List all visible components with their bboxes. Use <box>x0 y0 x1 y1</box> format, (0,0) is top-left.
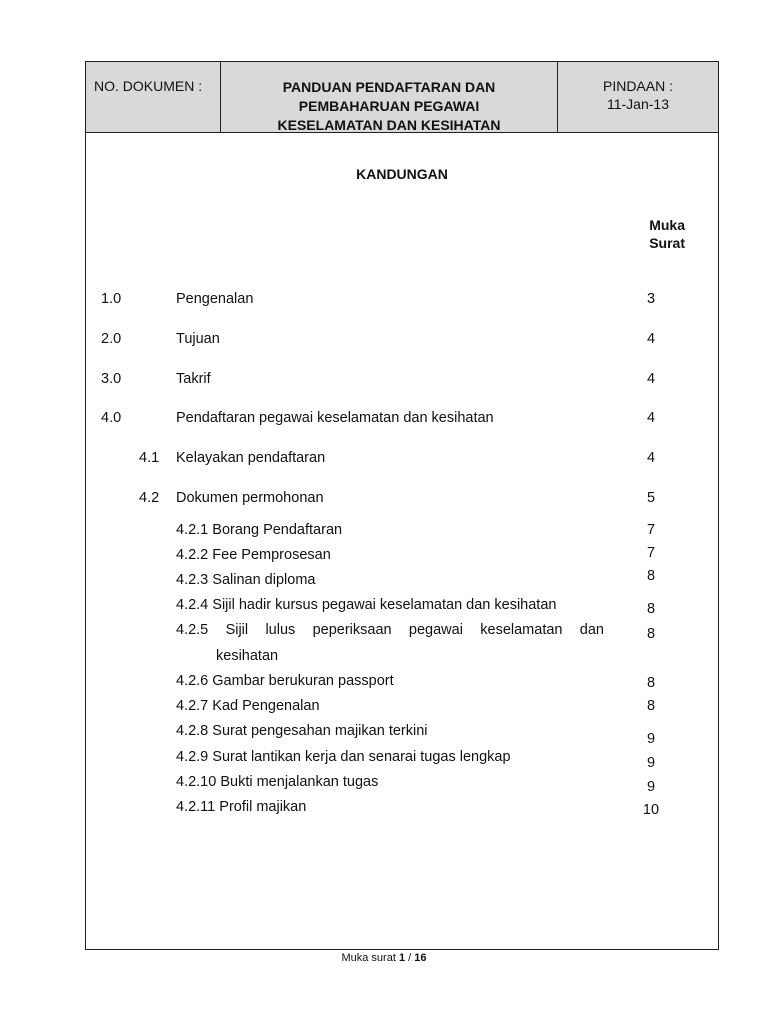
revision-label: PINDAAN : <box>602 78 673 94</box>
doc-no-label: NO. DOKUMEN : <box>94 78 203 94</box>
page-footer <box>0 952 768 964</box>
toc-entry-text: Tujuan <box>176 331 220 347</box>
toc-sub-entry-continuation-text: kesihatan <box>216 648 279 664</box>
doc-title-line: PEMBAHARUAN PEGAWAI <box>298 98 480 114</box>
toc-entry-number: 4.1 <box>139 450 160 466</box>
toc-sub-entry-page: 9 <box>646 755 656 771</box>
toc-entry-number: 3.0 <box>101 371 122 387</box>
doc-title-cell <box>221 62 558 132</box>
page-column-header-line: Muka <box>649 217 685 233</box>
footer-label: Muka surat <box>341 952 396 964</box>
toc-sub-entry-text: 4.2.10 Bukti menjalankan tugas <box>176 774 379 790</box>
toc-sub-entry-page: 10 <box>642 802 660 818</box>
toc-sub-entry-text: 4.2.6 Gambar berukuran passport <box>176 673 394 689</box>
toc-entry-page: 5 <box>646 490 656 506</box>
toc-entry-page: 4 <box>646 410 656 426</box>
toc-sub-entry-text: 4.2.11 Profil majikan <box>176 799 307 815</box>
toc-entry-page: 3 <box>646 291 656 307</box>
toc-sub-entry-text: 4.2.1 Borang Pendaftaran <box>176 522 343 538</box>
doc-no-cell <box>86 62 221 132</box>
doc-title-line: KESELAMATAN DAN KESIHATAN <box>277 117 501 133</box>
toc-entry-number: 4.2 <box>139 490 160 506</box>
toc-sub-entry-page: 7 <box>646 522 656 538</box>
toc-entry-text: Takrif <box>176 371 211 387</box>
toc-entry-number: 2.0 <box>101 331 122 347</box>
toc-sub-entry-text: 4.2.5 Sijil lulus peperiksaan pegawai keselamatan dan <box>176 622 604 638</box>
toc-sub-entry-page: 8 <box>646 698 656 714</box>
doc-title-line: PANDUAN PENDAFTARAN DAN <box>282 79 496 95</box>
revision-date: 11-Jan-13 <box>606 96 669 112</box>
toc-sub-entry-page: 9 <box>646 779 656 795</box>
toc-entry-page: 4 <box>646 371 656 387</box>
footer-current-page: 1 <box>398 952 406 964</box>
toc-entry-page: 4 <box>646 450 656 466</box>
toc-entry-text: Dokumen permohonan <box>176 490 324 506</box>
toc-sub-entry-page: 8 <box>646 626 656 642</box>
toc-sub-entry-text: 4.2.2 Fee Pemprosesan <box>176 547 331 563</box>
toc-sub-entry-page: 8 <box>646 601 656 617</box>
toc-entry-text: Pengenalan <box>176 291 254 307</box>
toc-sub-entry-text: 4.2.3 Salinan diploma <box>176 572 316 588</box>
toc-entry-text: Kelayakan pendaftaran <box>176 450 326 466</box>
page-column-header-line: Surat <box>649 235 685 251</box>
toc-entry-number: 1.0 <box>101 291 122 307</box>
toc-sub-entry-page: 8 <box>646 675 656 691</box>
toc-sub-entry-page: 9 <box>646 731 656 747</box>
toc-sub-entry-page: 7 <box>646 545 656 561</box>
toc-sub-entry-text: 4.2.9 Surat lantikan kerja dan senarai tugas lengkap <box>176 749 511 765</box>
page-column-header <box>620 216 685 252</box>
toc-sub-entry-text: 4.2.8 Surat pengesahan majikan terkini <box>176 723 428 739</box>
document-header <box>85 61 719 133</box>
toc-entry-text: Pendaftaran pegawai keselamatan dan kesihatan <box>176 410 494 426</box>
toc-title: KANDUNGAN <box>356 166 448 182</box>
toc-sub-entry-page: 8 <box>646 568 656 584</box>
footer-total-pages: 16 <box>414 952 427 964</box>
doc-title <box>221 78 557 135</box>
toc-entry-page: 4 <box>646 331 656 347</box>
toc-entry-number: 4.0 <box>101 410 122 426</box>
revision-cell <box>558 62 718 132</box>
footer-separator: / <box>408 952 412 964</box>
toc-sub-entry-text: 4.2.4 Sijil hadir kursus pegawai keselamatan dan kesihatan <box>176 597 557 613</box>
toc-sub-entry-text: 4.2.7 Kad Pengenalan <box>176 698 320 714</box>
